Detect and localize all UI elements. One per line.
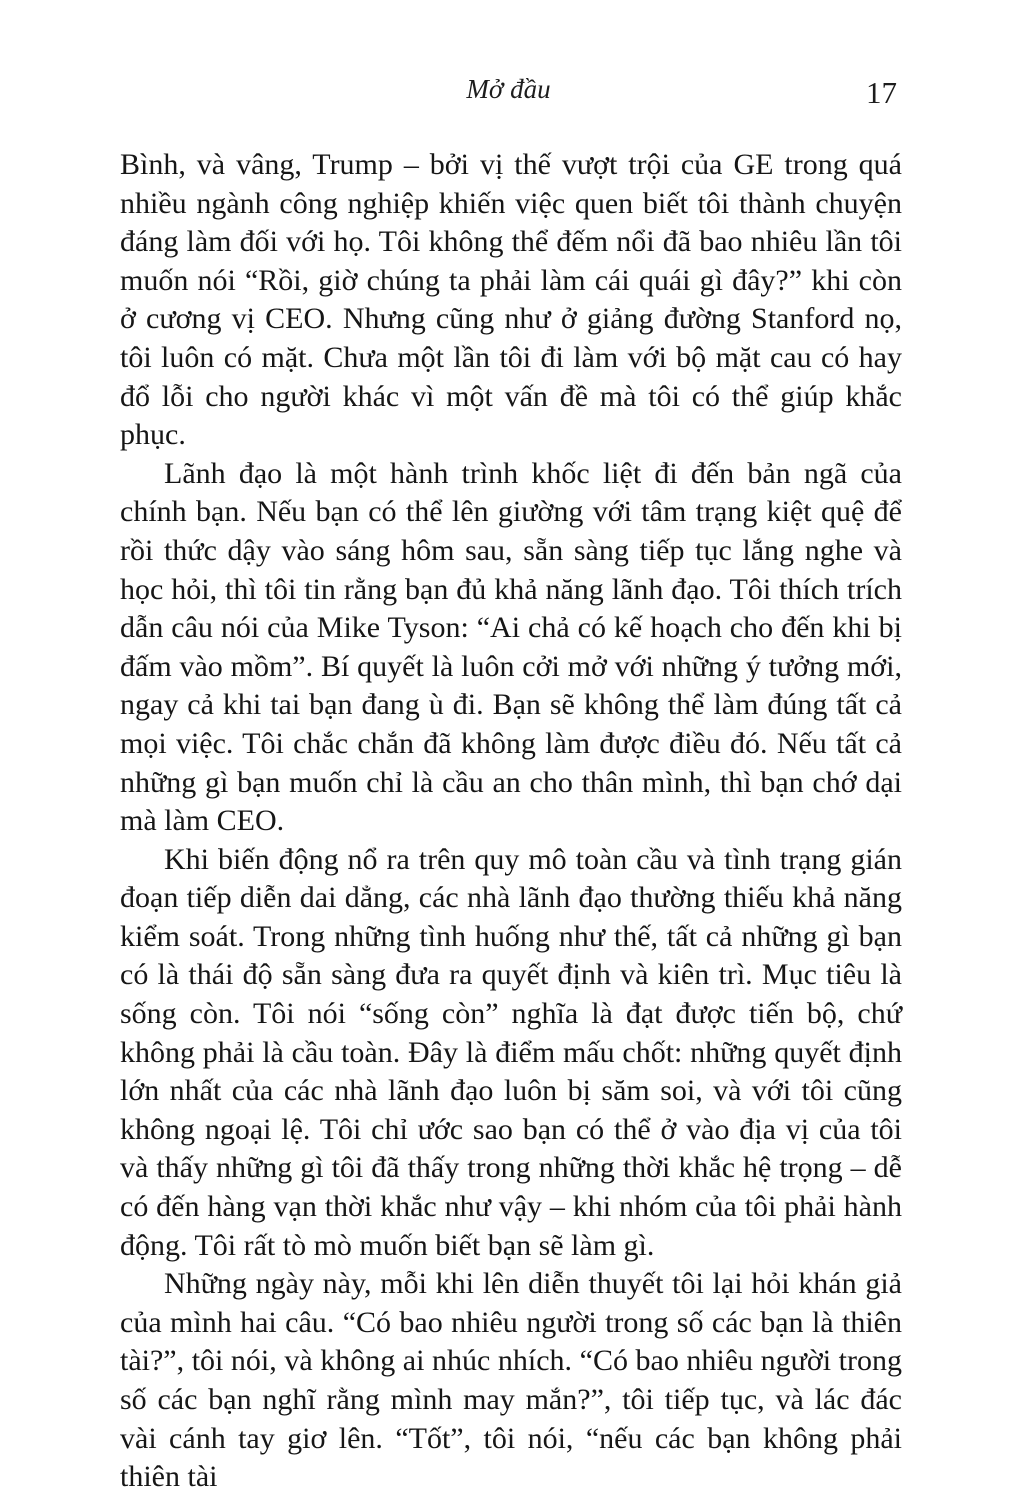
page-body: [120, 146, 902, 1497]
paragraph-4: Những ngày này, mỗi khi lên diễn thuyết tôi lại hỏi khán giả của mình hai câu. “Có bao nhiêu người trong số các bạn là thiên tài?”, tôi nói, và không ai nhúc nhích. “Có bao nhiêu người trong số các bạn nghĩ rằng mình may mắn?”, tôi tiếp tục, và lác đác vài cánh tay giơ lên. “Tốt”, tôi nói, “nếu các bạn không phải thiên tài: [120, 1267, 902, 1494]
page-number: 17: [866, 75, 897, 110]
paragraph-2: Lãnh đạo là một hành trình khốc liệt đi đến bản ngã của chính bạn. Nếu bạn có thể lên giường với tâm trạng kiệt quệ để rồi thức dậy vào sáng hôm sau, sẵn sàng tiếp tục lắng nghe và học hỏi, thì tôi tin rằng bạn đủ khả năng lãnh đạo. Tôi thích trích dẫn câu nói của Mike Tyson: “Ai chả có kế hoạch cho đến khi bị đấm vào mồm”. Bí quyết là luôn cởi mở với những ý tưởng mới, ngay cả khi tai bạn đang ù đi. Bạn sẽ không thể làm đúng tất cả mọi việc. Tôi chắc chắn đã không làm được điều đó. Nếu tất cả những gì bạn muốn chỉ là cầu an cho thân mình, thì bạn chớ dại mà làm CEO.: [120, 456, 902, 838]
running-title: Mở đầu: [466, 74, 551, 104]
paragraph-1: Bình, và vâng, Trump – bởi vị thế vượt trội của GE trong quá nhiều ngành công nghiệp khiến việc quen biết tôi thành chuyện đáng làm đối với họ. Tôi không thể đếm nổi đã bao nhiêu lần tôi muốn nói “Rồi, giờ chúng ta phải làm cái quái gì đây?” khi còn ở cương vị CEO. Nhưng cũng như ở giảng đường Stanford nọ, tôi luôn có mặt. Chưa một lần tôi đi làm với bộ mặt cau có hay đổ lỗi cho người khác vì một vấn đề mà tôi có thể giúp khắc phục.: [120, 148, 902, 452]
paragraph-3: Khi biến động nổ ra trên quy mô toàn cầu và tình trạng gián đoạn tiếp diễn dai dẳng, các nhà lãnh đạo thường thiếu khả năng kiểm soát. Trong những tình huống như thế, tất cả những gì bạn có là thái độ sẵn sàng đưa ra quyết định và kiên trì. Mục tiêu là sống còn. Tôi nói “sống còn” nghĩa là đạt được tiến bộ, chứ không phải là cầu toàn. Đây là điểm mấu chốt: những quyết định lớn nhất của các nhà lãnh đạo luôn bị săm soi, và với tôi cũng không ngoại lệ. Tôi chỉ ước sao bạn có thể ở vào địa vị của tôi và thấy những gì tôi đã thấy trong những thời khắc hệ trọng – dễ có đến hàng vạn thời khắc như vậy – khi nhóm của tôi phải hành động. Tôi rất tò mò muốn biết bạn sẽ làm gì.: [120, 842, 902, 1262]
page-header: [120, 72, 897, 116]
